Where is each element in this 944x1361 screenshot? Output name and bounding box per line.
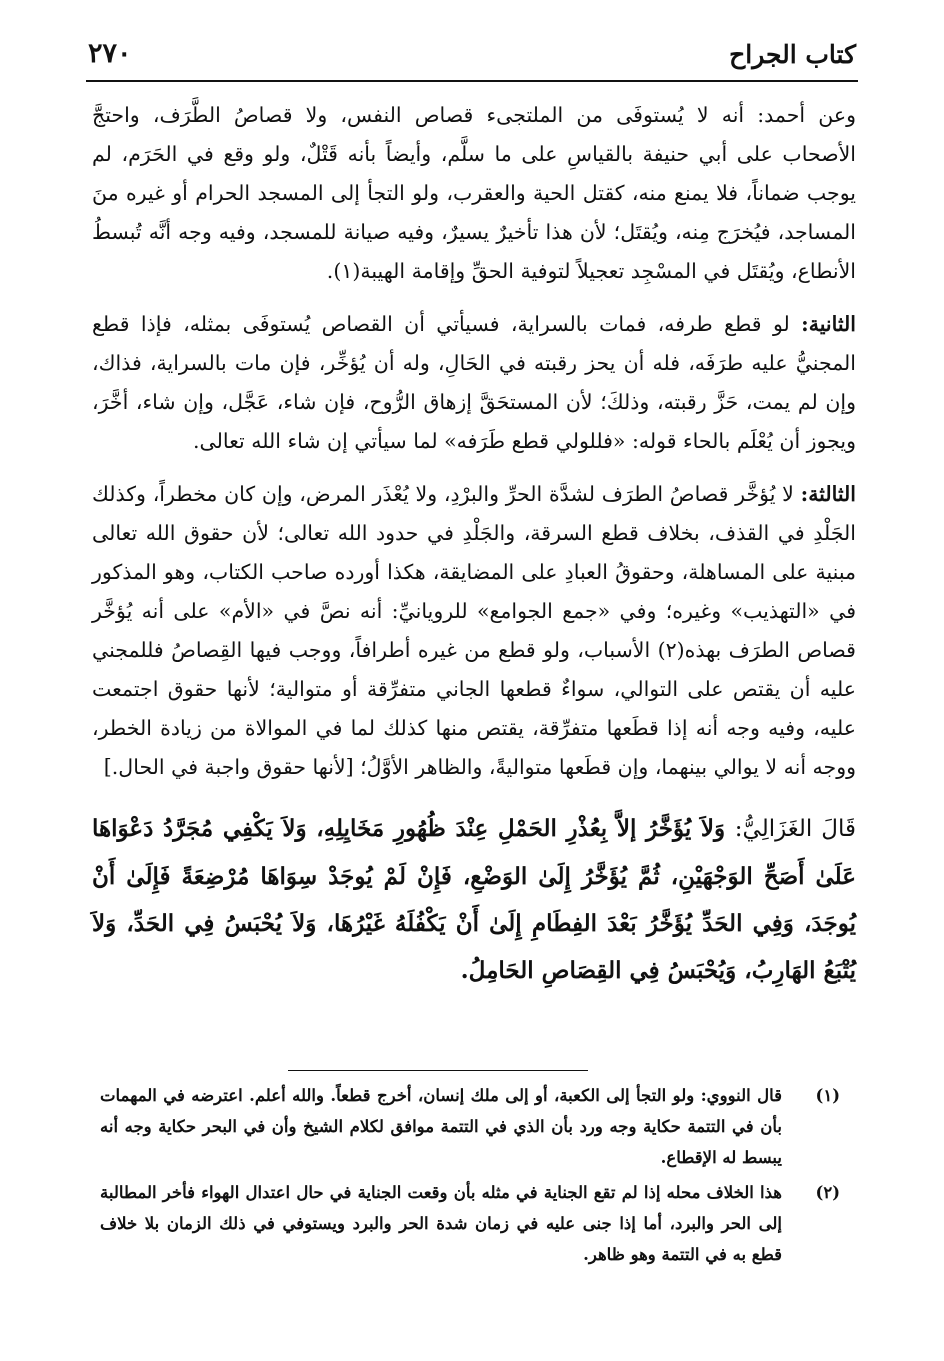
paragraph-lead: الثالثة: (800, 482, 856, 506)
quote-text: وَلاَ يُؤَخَّرُ إلاَّ بِعُذْرِ الحَمْلِ عِنْدَ ظُهُورِ مَخَايِلِهِ، وَلاَ يَكْفِي مُجَرَّدُ دَعْوَاهَا عَلَىٰ أَصَحِّ الوَجْهَيْنِ، ثُمَّ يُؤَخَّرُ إِلَىٰ الوَضْعِ، فَإِنْ لَمْ يُوجَدْ سِوَاهَا مُرْضِعَةً فَإِلَىٰ أَنْ يُوجَدَ، وَفِي الحَدِّ يُؤَخَّرُ بَعْدَ الفِطَامِ إِلَىٰ أَنْ يَكْفُلَهُ غَيْرُهَا، وَلاَ يُحْبَسُ فِي الحَدِّ، وَلاَ يُتْبَعُ الهَارِبُ، وَيُحْبَسُ فِي القِصَاصِ الحَامِلُ. (92, 815, 856, 984)
paragraph-lead: الثانية: (801, 312, 856, 336)
paragraph-text: لو قطع طرفه، فمات بالسراية، فسيأتي أن القصاص يُستوفَى بمثله، فإذا قطع المجنيُّ عليه طرَفَه، فله أن يحز رقبته في الحَالِ، وله أن يُؤخِّر، فإن مات بالسراية، فذاك، وإن لم يمت، حَزَّ رقبته، وذلكَ؛ لأن المستحَقَّ إزهاق الرُّوح، فإن شاء، عَجَّل، وإن شاء، أخَّرَ، ويجوز أن يُعْلَم بالحاء قوله: «فللولي قطع طَرَفه» لما سيأتي إن شاء الله تعالى. (92, 312, 856, 453)
footnotes (100, 1080, 840, 1274)
paragraph-text: لا يُؤخَّر قصاصُ الطرَف لشدَّة الحرِّ والبرْدِ، ولا يُعْذَر المرض، وإن كان مخطراً، وكذلك الجَلْدِ في القذف، بخلاف قطع السرقة، والجَلْدِ في حدود الله تعالى؛ لأن حقوق الله تعالى مبنية على المساهلة، وحقوقُ العبادِ على المضايقة، هكذا أورده صاحب الكتاب، وهو المذكور في «التهذيب» وغيره؛ وفي «جمع الجوامع» للرويانيِّ: أنه نصَّ في «الأم» على أنه يُؤخَّر قصاص الطرَف بهذه(٢) الأسباب، ولو قطع من غيره أطرافاً، ووجب فيها القِصاصُ فللمجني عليه أن يقتص على التوالي، سواءٌ قطعها الجاني متفرِّقة أو متوالية؛ لأنها حقوق اجتمعت عليه، وفيه وجه أنه إذا قطَعها متفرِّقة، يقتص منها كذلك لما في الموالاة من زيادة الخطر، ووجه أنه لا يوالي بينهما، وإن قطَعها متواليةً، والظاهر الأوَّلُ؛ [لأنها حقوق واجبة في الحال.] (92, 482, 856, 779)
footnote-number: (٢) (815, 1183, 840, 1202)
paragraph-second-issue (92, 305, 856, 461)
footnote-1 (100, 1080, 840, 1173)
quote-lead: قَالَ الغَزَالِيُّ: (734, 816, 856, 842)
paragraph-text: وعن أحمد: أنه لا يُستوفَى من الملتجىء قصاص النفس، ولا قصاصُ الطَّرَف، واحتجَّ الأصحاب على أبي حنيفة بالقياسِ على ما سلَّم، وأيضاً بأنه قَتْلٌ، ولو وقع في الحَرَم، لم يوجب ضماناً، فلا يمنع منه، كقتل الحية والعقرب، ولو التجأ إلى المسجد الحرام أو غيره منَ المساجد، فيُخرَج مِنه، ويُقتَل؛ لأن هذا تأخيرٌ يسيرٌ، وفيه صيانة للمسجد، وفيه وجه أنَّه تُبسطُ الأنطاع، ويُقتَل في المسْجِد تعجيلاً لتوفية الحقِّ وإقامة الهيبة(١). (92, 103, 856, 283)
header-rule (86, 80, 858, 82)
page-number: ٢٧٠ (88, 38, 132, 69)
footnote-number: (١) (815, 1086, 840, 1105)
footnote-text: هذا الخلاف محله إذا لم تقع الجناية في مثله بأن وقعت الجناية في حال اعتدال الهواء فأخر المطالبة إلى الحر والبرد، أما إذا جنى عليه في زمان شدة الحر والبرد ويستوفي في ذلك الزمان بلا خلاف قطع به في التتمة وهو ظاهر. (100, 1183, 782, 1264)
paragraph-ahmad (92, 96, 856, 291)
page-header (88, 34, 856, 78)
footnote-text: قال النووي: ولو التجأ إلى الكعبة، أو إلى ملك إنسان، أخرج قطعاً. والله أعلم. اعترضه في المهمات بأن في التتمة حكاية وجه ورد بأن الذي في التتمة موافق لكلام الشيخ وأن في البحر حكاية وجه أنه يبسط له الإقطاع. (100, 1086, 782, 1167)
ghazali-quote (92, 805, 856, 994)
main-text (92, 96, 856, 1008)
paragraph-third-issue (92, 475, 856, 787)
running-title: كتاب الجراح (729, 40, 856, 69)
footnote-2 (100, 1177, 840, 1270)
footnote-rule (288, 1070, 588, 1071)
